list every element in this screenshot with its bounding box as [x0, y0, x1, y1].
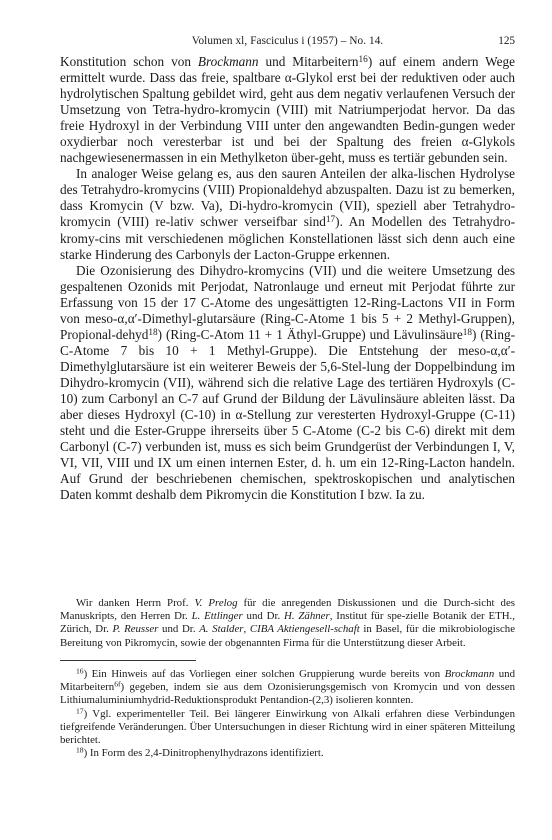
text-run: ) auf einem andern Wege ermittelt wurde. Dass das freie, spaltbare α-Glykol erst bei der reduktiven oder auch hydrolytischen Spaltung gebildet wird, geht aus dem negativ verlaufenen Versuch der Umsetzung von Tetra-hydro-kromycin (VIII) mit Natriumperjodat hervor. Da das freie Hydroxyl in der Verbindung VIII unter den angewandten Bedin-gungen weder oxydierbar noch veresterbar ist und bei der Spaltung des freien α-Glykols nachgewiesenermassen in ein Methylketon über-geht, muss es tertiär gebunden sein.: [60, 54, 515, 166]
text-run: In analoger Weise gelang es, aus den sauren Anteilen der alka-lischen Hydrolyse des Tetrahydro-kromycins (VIII) Propionaldehyd abzuspalten. Dazu ist zu bemerken, dass Kromycin (V bzw. Va), Di-hydro-kromycin (VII), speziell aber Tetrahydro-kromycin (VIII) re-lativ schwer verseifbar sind: [60, 166, 515, 230]
footnotes: [60, 668, 515, 760]
reference-mark: 17: [325, 215, 336, 226]
text-run: Wir danken Herrn Prof.: [76, 597, 195, 609]
reference-mark: 16: [76, 666, 84, 676]
body-paragraph: [60, 263, 515, 504]
reference-mark: 18: [148, 327, 158, 338]
reference-mark: 17: [76, 706, 84, 716]
body-paragraph: [60, 54, 515, 166]
italic-name: CIBA Aktiengesell-schaft: [249, 623, 360, 636]
italic-name: Brockmann: [197, 54, 259, 69]
text-run: ) gegeben, indem sie aus dem Ozonisierungsgemisch von Kromycin und von dessen Lithiumaluminiumhydrid-Reduktionsprodukt Pentandion-(2,3) isolieren konnten.: [60, 681, 515, 707]
running-title: Volumen xl, Fasciculus i (1957) – No. 14.: [191, 35, 384, 47]
text-run: ) In Form des 2,4-Dinitrophenylhydrazons identifiziert.: [83, 747, 324, 760]
text-run: für die anregenden Diskussionen und die Durch-sicht des Manuskripts, den Herren Dr.: [60, 597, 515, 623]
reference-mark: 6f: [114, 679, 121, 689]
acknowledgement: [60, 597, 515, 650]
italic-name: Brockmann: [444, 668, 495, 680]
italic-name: L. Ettlinger: [191, 610, 243, 623]
footnote-rule: [60, 660, 196, 661]
text-run: ) (Ring-C-Atom 11 + 1 Äthyl-Gruppe) und Lävulinsäure: [157, 326, 463, 342]
italic-name: H. Zähner: [284, 610, 330, 623]
text-run: ). An Modellen des Tetrahydro-kromy-cins mit verschiedenen möglichen Konstellationen lässt sich denn auch eine starke Hinderung des Carbonyls der Lacton-Gruppe erkennen.: [60, 214, 516, 262]
text-run: und Mitarbeitern: [258, 54, 359, 69]
footnote: [60, 708, 515, 748]
text-run: ,: [243, 623, 250, 636]
body-text: [60, 54, 515, 503]
text-run: Konstitution schon von: [60, 54, 198, 69]
text-run: Die Ozonisierung des Dihydro-kromycins (VII) und die weitere Umsetzung des gespaltenen Ozonids mit Perjodat, Natronlauge und erneut mit Perjodat führte zur Erfassung von 15 der 17 C-Atome des ungesättigten 12-Ring-Lactons VII in Form von meso-α,α′-Dimethyl-glutarsäure (Ring-C-Atome 1 bis 5 + 2 Methyl-Gruppen), Propional-dehyd: [60, 262, 515, 342]
text-run: ) Vgl. experimenteller Teil. Bei längerer Einwirkung von Alkali erfahren diese Verbindungen tiefgreifende Veränderungen. Über Untersuchungen in dieser Richtung wird in einer späteren Mitteilung berichtet.: [60, 707, 515, 747]
italic-name: V. Prelog: [194, 597, 238, 609]
page-number: 125: [498, 35, 515, 47]
reference-mark: 18: [462, 327, 472, 338]
reference-mark: 16: [358, 54, 368, 65]
text-run: , Institut für spe-zielle Botanik der ETH., Zürich, Dr.: [60, 610, 515, 636]
text-run: und Dr.: [242, 610, 284, 623]
italic-name: A. Stalder: [199, 623, 244, 636]
body-paragraph: [60, 166, 515, 262]
running-header: [60, 35, 515, 51]
text-run: ) Ein Hinweis auf das Vorliegen einer solchen Gruppierung wurde bereits von: [83, 668, 445, 680]
footnote: [60, 668, 515, 708]
text-run: und Dr.: [158, 623, 200, 636]
text-run: in Basel, für die mikrobiologische Bereitung von Pikromycin, sowie der obgenannten Firma für die Unterstützung dieser Arbeit.: [60, 623, 516, 649]
footnote: [60, 747, 515, 760]
italic-name: P. Reusser: [112, 623, 159, 636]
text-run: und Mitarbeitern: [60, 668, 515, 694]
reference-mark: 18: [76, 745, 84, 755]
text-run: ) (Ring-C-Atome 7 bis 10 + 1 Methyl-Gruppe). Die Entstehung der meso-α,α′-Dimethylglutarsäure ist ein weiterer Beweis der 5,6-Stel-lung der Doppelbindung im Dihydro-kromycin (VII), während sich die relative Lage des tertiären Hydroxyls (C-10) zum Carbonyl an C-7 auf Grund der Bildung der Lävulinsäure ableiten lässt. Da aber dieses Hydroxyl (C-10) in α-Stellung zur veresterten Hydroxyl-Gruppe (C-11) steht und die Ester-Gruppe ihrerseits über 5 C-Atome (C-2 bis C-6) direkt mit dem Carbonyl (C-7) verbunden ist, muss es sich beim Grundgerüst der Verbindungen I, V, VI, VII, VIII und IX um einen internen Ester, d. h. um ein 12-Ring-Lacton handeln. Auf Grund der beschriebenen chemischen, spektroskopischen und analytischen Daten kommt deshalb dem Pikromycin die Konstitution I bzw. Ia zu.: [60, 326, 515, 503]
